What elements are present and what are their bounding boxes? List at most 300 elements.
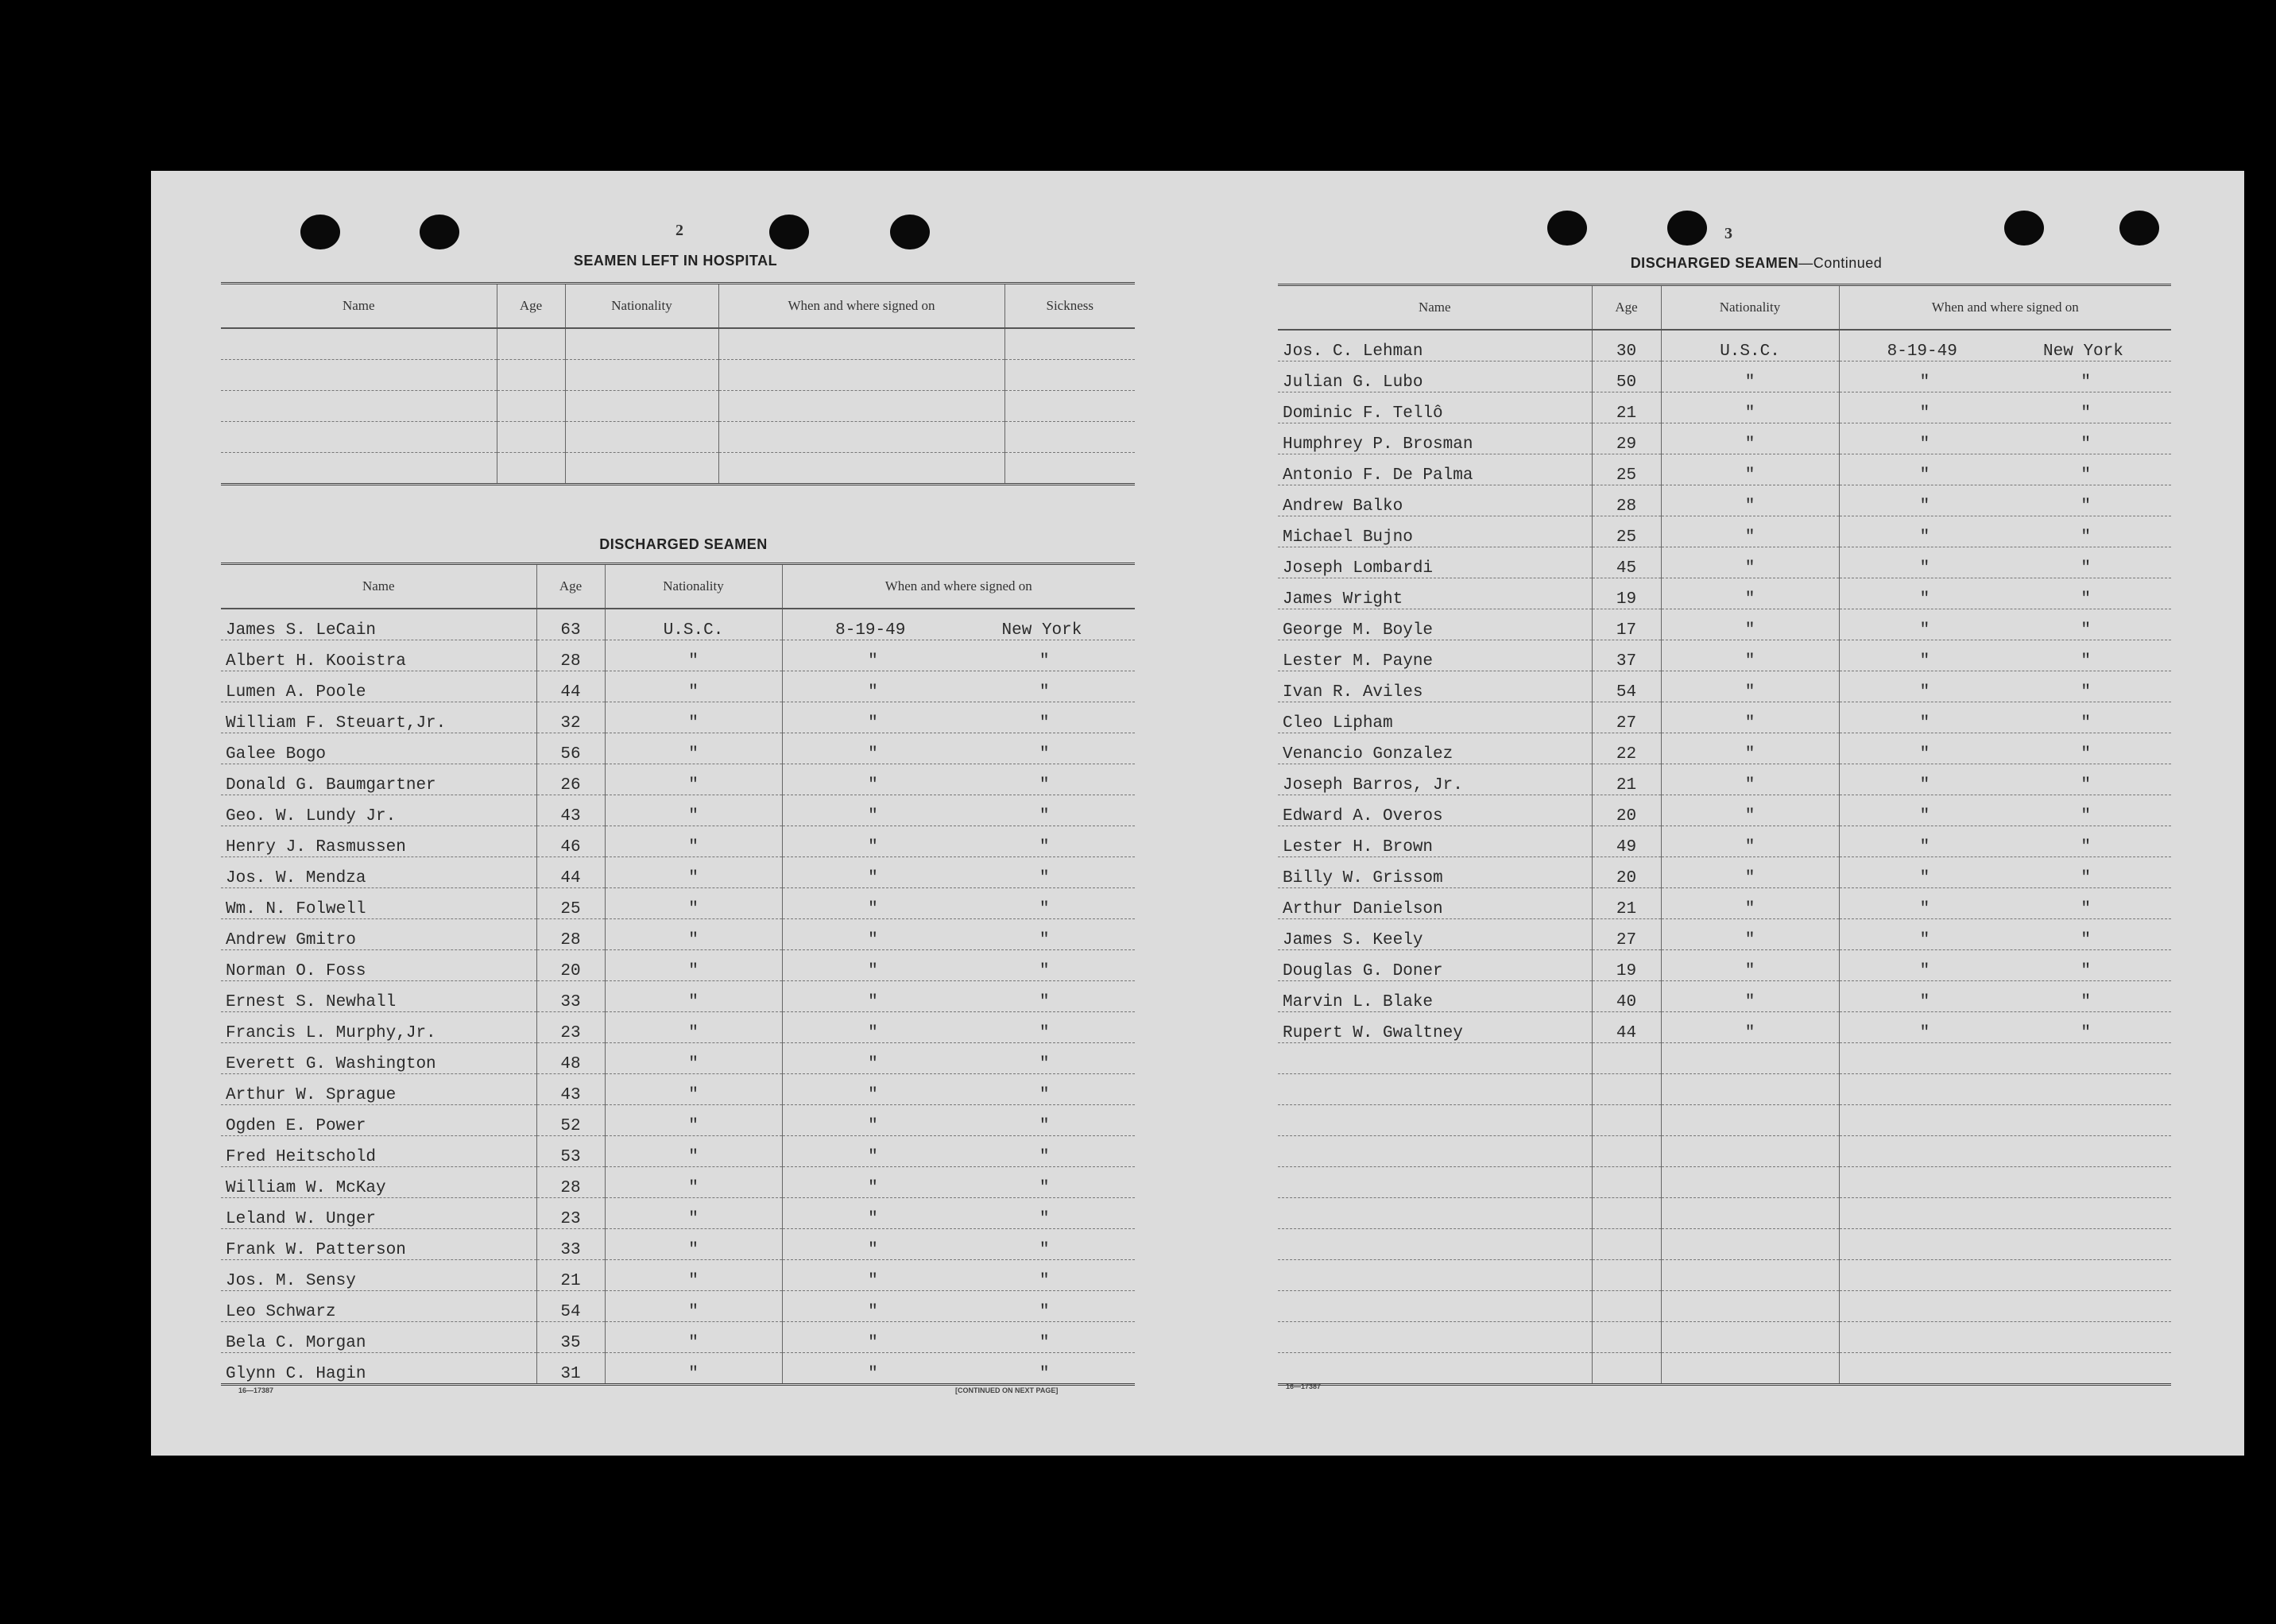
signed-on-date: " (1919, 993, 1930, 1011)
signed-on-cell (1839, 578, 2171, 609)
seaman-age: 19 (1592, 950, 1661, 981)
seaman-age: 40 (1592, 981, 1661, 1012)
seaman-age: 28 (536, 640, 605, 671)
table-row (221, 888, 1135, 919)
signed-on-place: " (1039, 1272, 1050, 1290)
discharged-table-right (1278, 284, 2171, 1386)
signed-on-place: " (1039, 745, 1050, 764)
signed-on-place: " (1039, 652, 1050, 671)
signed-on-date: " (868, 1210, 878, 1228)
seaman-name: Leland W. Unger (221, 1198, 536, 1229)
table-row (1278, 362, 2171, 392)
table-row (221, 1322, 1135, 1353)
table-row (221, 950, 1135, 981)
table-row (221, 1167, 1135, 1198)
seaman-age: 54 (536, 1291, 605, 1322)
table-row (221, 453, 1135, 485)
table-row (221, 1105, 1135, 1136)
signed-on-place: " (1039, 962, 1050, 980)
signed-on-place: " (1039, 776, 1050, 795)
seaman-age: 28 (1592, 485, 1661, 516)
seaman-nationality: " (1661, 826, 1839, 857)
seaman-nationality: " (605, 1012, 782, 1043)
seaman-name: Jos. M. Sensy (221, 1260, 536, 1291)
signed-on-cell (1839, 454, 2171, 485)
seaman-nationality: " (605, 1167, 782, 1198)
seaman-age: 25 (536, 888, 605, 919)
discharged-section-title: DISCHARGED SEAMEN (599, 536, 768, 552)
seaman-name: Antonio F. De Palma (1278, 454, 1592, 485)
signed-on-cell (1839, 362, 2171, 392)
signed-on-date: " (1919, 466, 1930, 485)
seaman-nationality: " (1661, 888, 1839, 919)
signed-on-place: " (2081, 838, 2091, 856)
signed-on-place: " (2081, 776, 2091, 795)
signed-on-place: New York (2043, 342, 2123, 361)
seaman-nationality: " (605, 702, 782, 733)
signed-on-cell (782, 702, 1135, 733)
signed-on-cell (1839, 857, 2171, 888)
seaman-name: Leo Schwarz (221, 1291, 536, 1322)
signed-on-place: " (2081, 497, 2091, 516)
signed-on-date: " (1919, 373, 1930, 392)
seaman-age: 25 (1592, 516, 1661, 547)
seaman-name: Wm. N. Folwell (221, 888, 536, 919)
seaman-name: Ogden E. Power (221, 1105, 536, 1136)
blank-row (1278, 1353, 2171, 1385)
table-row (221, 795, 1135, 826)
signed-on-date: " (868, 1365, 878, 1383)
signed-on-cell (782, 1074, 1135, 1105)
signed-on-date: " (1919, 559, 1930, 578)
signed-on-cell (782, 733, 1135, 764)
signed-on-date: " (1919, 745, 1930, 764)
signed-on-place: " (1039, 931, 1050, 949)
seaman-nationality: " (605, 826, 782, 857)
signed-on-date: " (868, 1303, 878, 1321)
seaman-name: Arthur W. Sprague (221, 1074, 536, 1105)
signed-on-cell (1839, 1012, 2171, 1043)
seaman-name: Joseph Lombardi (1278, 547, 1592, 578)
signed-on-place: " (1039, 1179, 1050, 1197)
signed-on-date: " (868, 1086, 878, 1104)
seaman-nationality: " (605, 1136, 782, 1167)
signed-on-date: " (1919, 404, 1930, 423)
seaman-nationality: " (605, 1198, 782, 1229)
signed-on-place: " (2081, 714, 2091, 733)
seaman-nationality: " (1661, 640, 1839, 671)
signed-on-date: " (868, 776, 878, 795)
signed-on-place: " (1039, 1241, 1050, 1259)
seaman-name: Arthur Danielson (1278, 888, 1592, 919)
table-row (1278, 671, 2171, 702)
signed-on-date: " (1919, 590, 1930, 609)
table-row (221, 733, 1135, 764)
table-row (221, 422, 1135, 453)
seaman-age: 21 (1592, 888, 1661, 919)
table-row (221, 1291, 1135, 1322)
table-row (221, 1136, 1135, 1167)
table-row (1278, 764, 2171, 795)
seaman-name: Norman O. Foss (221, 950, 536, 981)
punch-hole (420, 215, 459, 249)
punch-hole (769, 215, 809, 249)
signed-on-cell (1839, 640, 2171, 671)
seaman-nationality: " (1661, 578, 1839, 609)
seaman-age: 48 (536, 1043, 605, 1074)
seaman-name: Marvin L. Blake (1278, 981, 1592, 1012)
signed-on-cell (1839, 423, 2171, 454)
signed-on-cell (1839, 764, 2171, 795)
signed-on-cell (1839, 547, 2171, 578)
seaman-age: 45 (1592, 547, 1661, 578)
signed-on-cell (782, 1043, 1135, 1074)
signed-on-cell (1839, 795, 2171, 826)
page-number-left: 2 (675, 222, 683, 239)
signed-on-cell (1839, 888, 2171, 919)
signed-on-date: " (1919, 528, 1930, 547)
table-row (1278, 1012, 2171, 1043)
signed-on-cell (1839, 702, 2171, 733)
table-row (221, 1260, 1135, 1291)
seaman-nationality: " (1661, 516, 1839, 547)
signed-on-date: " (1919, 652, 1930, 671)
signed-on-place: " (2081, 559, 2091, 578)
table-row (221, 1043, 1135, 1074)
signed-on-place: " (2081, 373, 2091, 392)
seaman-name: Humphrey P. Brosman (1278, 423, 1592, 454)
signed-on-place: " (1039, 1365, 1050, 1383)
seaman-nationality: " (605, 1043, 782, 1074)
table-row (1278, 485, 2171, 516)
signed-on-place: " (2081, 590, 2091, 609)
signed-on-date: " (1919, 435, 1930, 454)
signed-on-place: New York (1001, 621, 1082, 640)
seaman-name: Andrew Balko (1278, 485, 1592, 516)
signed-on-cell (1839, 950, 2171, 981)
seaman-name: Lumen A. Poole (221, 671, 536, 702)
signed-on-place: " (1039, 1334, 1050, 1352)
signed-on-cell (1839, 330, 2171, 362)
signed-on-date: " (868, 900, 878, 918)
signed-on-place: " (2081, 745, 2091, 764)
signed-on-date: " (868, 714, 878, 733)
seaman-name: Frank W. Patterson (221, 1229, 536, 1260)
seaman-age: 43 (536, 1074, 605, 1105)
seaman-nationality: " (1661, 733, 1839, 764)
signed-on-cell (782, 1136, 1135, 1167)
discharged-table-left (221, 563, 1135, 1386)
seaman-name: Francis L. Murphy,Jr. (221, 1012, 536, 1043)
seaman-age: 44 (536, 857, 605, 888)
seaman-age: 33 (536, 1229, 605, 1260)
table-row (221, 981, 1135, 1012)
table-row (221, 640, 1135, 671)
table-row (1278, 950, 2171, 981)
seaman-name: Rupert W. Gwaltney (1278, 1012, 1592, 1043)
punch-hole (300, 215, 340, 249)
signed-on-date: 8-19-49 (835, 621, 906, 640)
signed-on-cell (1839, 485, 2171, 516)
table-row (1278, 981, 2171, 1012)
punch-hole (2004, 211, 2044, 246)
seaman-nationality: " (605, 1353, 782, 1385)
title-continued: —Continued (1798, 255, 1883, 271)
seaman-name: Lester H. Brown (1278, 826, 1592, 857)
signed-on-place: " (1039, 1024, 1050, 1042)
table-row (221, 671, 1135, 702)
seaman-age: 32 (536, 702, 605, 733)
signed-on-date: " (868, 1272, 878, 1290)
hospital-header-row (221, 284, 1135, 329)
signed-on-cell (782, 950, 1135, 981)
signed-on-cell (782, 1229, 1135, 1260)
signed-on-place: " (2081, 528, 2091, 547)
seaman-nationality: " (1661, 950, 1839, 981)
seaman-age: 21 (1592, 392, 1661, 423)
hospital-table (221, 282, 1135, 485)
seaman-name: Albert H. Kooistra (221, 640, 536, 671)
table-row (1278, 857, 2171, 888)
signed-on-date: " (1919, 683, 1930, 702)
seaman-age: 30 (1592, 330, 1661, 362)
seaman-nationality: " (605, 919, 782, 950)
table-row (221, 857, 1135, 888)
signed-on-place: " (1039, 1303, 1050, 1321)
signed-on-cell (1839, 981, 2171, 1012)
seaman-nationality: " (1661, 764, 1839, 795)
signed-on-cell (1839, 516, 2171, 547)
signed-on-date: " (868, 745, 878, 764)
seaman-name: Bela C. Morgan (221, 1322, 536, 1353)
seaman-age: 26 (536, 764, 605, 795)
seaman-age: 28 (536, 919, 605, 950)
seaman-name: Jos. W. Mendza (221, 857, 536, 888)
signed-on-place: " (1039, 807, 1050, 826)
seaman-name: Ivan R. Aviles (1278, 671, 1592, 702)
signed-on-place: " (2081, 466, 2091, 485)
signed-on-cell (1839, 671, 2171, 702)
signed-on-date: " (1919, 621, 1930, 640)
signed-on-date: " (1919, 1024, 1930, 1042)
signed-on-place: " (1039, 683, 1050, 702)
discharged-header-row (221, 564, 1135, 609)
seaman-nationality: " (605, 1229, 782, 1260)
signed-on-date: " (868, 1179, 878, 1197)
seaman-age: 20 (536, 950, 605, 981)
seaman-nationality: " (1661, 981, 1839, 1012)
form-number-left: 16—17387 (238, 1386, 274, 1394)
table-row (1278, 702, 2171, 733)
seaman-name: Cleo Lipham (1278, 702, 1592, 733)
table-row (221, 360, 1135, 391)
seaman-age: 27 (1592, 919, 1661, 950)
continued-note: [CONTINUED ON NEXT PAGE] (955, 1386, 1059, 1394)
table-row (1278, 547, 2171, 578)
page-number-right: 3 (1724, 225, 1732, 242)
seaman-age: 52 (536, 1105, 605, 1136)
signed-on-date: " (868, 1148, 878, 1166)
seaman-age: 20 (1592, 857, 1661, 888)
punch-hole (1547, 211, 1587, 246)
signed-on-cell (782, 919, 1135, 950)
signed-on-cell (1839, 826, 2171, 857)
signed-on-date: " (1919, 714, 1930, 733)
signed-on-date: " (868, 838, 878, 856)
blank-row (1278, 1136, 2171, 1167)
signed-on-place: " (2081, 404, 2091, 423)
seaman-name: Everett G. Washington (221, 1043, 536, 1074)
seaman-age: 25 (1592, 454, 1661, 485)
seaman-age: 63 (536, 609, 605, 640)
seaman-age: 22 (1592, 733, 1661, 764)
signed-on-place: " (2081, 931, 2091, 949)
seaman-age: 33 (536, 981, 605, 1012)
seaman-age: 20 (1592, 795, 1661, 826)
seaman-age: 56 (536, 733, 605, 764)
signed-on-place: " (2081, 993, 2091, 1011)
signed-on-date: " (868, 1334, 878, 1352)
signed-on-date: " (868, 652, 878, 671)
seaman-age: 21 (1592, 764, 1661, 795)
seaman-nationality: " (605, 640, 782, 671)
seaman-name: William W. McKay (221, 1167, 536, 1198)
seaman-nationality: " (1661, 485, 1839, 516)
seaman-nationality: " (605, 981, 782, 1012)
seaman-name: Venancio Gonzalez (1278, 733, 1592, 764)
hospital-section-title: SEAMEN LEFT IN HOSPITAL (573, 253, 778, 269)
table-row (1278, 454, 2171, 485)
col-header-nationality: Nationality (565, 284, 718, 329)
seaman-nationality: " (605, 888, 782, 919)
seaman-nationality: " (1661, 547, 1839, 578)
seaman-name: Ernest S. Newhall (221, 981, 536, 1012)
signed-on-place: " (1039, 838, 1050, 856)
seaman-nationality: " (605, 1260, 782, 1291)
discharged-continued-title (1550, 255, 1963, 272)
signed-on-date: " (1919, 776, 1930, 795)
signed-on-date: 8-19-49 (1887, 342, 1957, 361)
seaman-age: 49 (1592, 826, 1661, 857)
col-header-signed-on: When and where signed on (782, 564, 1135, 609)
signed-on-cell (782, 888, 1135, 919)
punch-hole (890, 215, 930, 249)
seaman-nationality: " (1661, 362, 1839, 392)
crew-list-sheet (151, 171, 2244, 1456)
seaman-name: Donald G. Baumgartner (221, 764, 536, 795)
table-row (221, 1198, 1135, 1229)
blank-row (1278, 1260, 2171, 1291)
signed-on-date: " (868, 807, 878, 826)
table-row (1278, 330, 2171, 362)
signed-on-cell (1839, 919, 2171, 950)
signed-on-cell (782, 640, 1135, 671)
table-row (1278, 888, 2171, 919)
table-row (221, 1074, 1135, 1105)
seaman-age: 21 (536, 1260, 605, 1291)
seaman-age: 19 (1592, 578, 1661, 609)
signed-on-cell (782, 671, 1135, 702)
seaman-nationality: " (605, 857, 782, 888)
table-row (221, 764, 1135, 795)
seaman-age: 50 (1592, 362, 1661, 392)
signed-on-date: " (868, 1055, 878, 1073)
col-header-signed-on: When and where signed on (1839, 285, 2171, 331)
signed-on-date: " (868, 962, 878, 980)
signed-on-place: " (2081, 435, 2091, 454)
col-header-nationality: Nationality (1661, 285, 1839, 331)
seaman-nationality: " (605, 764, 782, 795)
seaman-age: 35 (536, 1322, 605, 1353)
blank-row (1278, 1105, 2171, 1136)
signed-on-place: " (2081, 1024, 2091, 1042)
table-row (1278, 640, 2171, 671)
col-header-name: Name (1278, 285, 1592, 331)
table-row (1278, 578, 2171, 609)
col-header-nationality: Nationality (605, 564, 782, 609)
col-header-age: Age (536, 564, 605, 609)
table-row (1278, 733, 2171, 764)
blank-row (1278, 1167, 2171, 1198)
seaman-nationality: " (605, 733, 782, 764)
seaman-nationality: " (1661, 392, 1839, 423)
seaman-nationality: " (605, 1105, 782, 1136)
blank-row (1278, 1322, 2171, 1353)
signed-on-place: " (1039, 1210, 1050, 1228)
blank-row (1278, 1291, 2171, 1322)
seaman-name: Billy W. Grissom (1278, 857, 1592, 888)
table-row (1278, 919, 2171, 950)
table-row (221, 391, 1135, 422)
signed-on-date: " (868, 683, 878, 702)
col-header-name: Name (221, 284, 497, 329)
punch-hole (1667, 211, 1707, 246)
signed-on-date: " (1919, 962, 1930, 980)
table-row (221, 1353, 1135, 1385)
seaman-nationality: U.S.C. (605, 609, 782, 640)
table-row (221, 1012, 1135, 1043)
signed-on-place: " (1039, 869, 1050, 887)
seaman-nationality: " (605, 1322, 782, 1353)
signed-on-cell (782, 1105, 1135, 1136)
seaman-name: Glynn C. Hagin (221, 1353, 536, 1385)
seaman-age: 44 (536, 671, 605, 702)
form-number-right: 16—17387 (1286, 1382, 1322, 1390)
signed-on-place: " (1039, 1055, 1050, 1073)
seaman-name: Jos. C. Lehman (1278, 330, 1592, 362)
seaman-nationality: " (1661, 857, 1839, 888)
signed-on-place: " (1039, 1148, 1050, 1166)
col-header-age: Age (1592, 285, 1661, 331)
seaman-nationality: " (605, 671, 782, 702)
signed-on-place: " (1039, 993, 1050, 1011)
signed-on-date: " (1919, 497, 1930, 516)
blank-row (1278, 1074, 2171, 1105)
signed-on-date: " (1919, 838, 1930, 856)
seaman-name: Julian G. Lubo (1278, 362, 1592, 392)
col-header-age: Age (497, 284, 565, 329)
signed-on-date: " (868, 931, 878, 949)
table-row (221, 826, 1135, 857)
signed-on-date: " (868, 993, 878, 1011)
col-header-sickness: Sickness (1004, 284, 1135, 329)
table-row (1278, 609, 2171, 640)
col-header-signed-on: When and where signed on (718, 284, 1004, 329)
signed-on-cell (1839, 733, 2171, 764)
discharged-header-row (1278, 285, 2171, 331)
seaman-nationality: U.S.C. (1661, 330, 1839, 362)
seaman-name: Andrew Gmitro (221, 919, 536, 950)
